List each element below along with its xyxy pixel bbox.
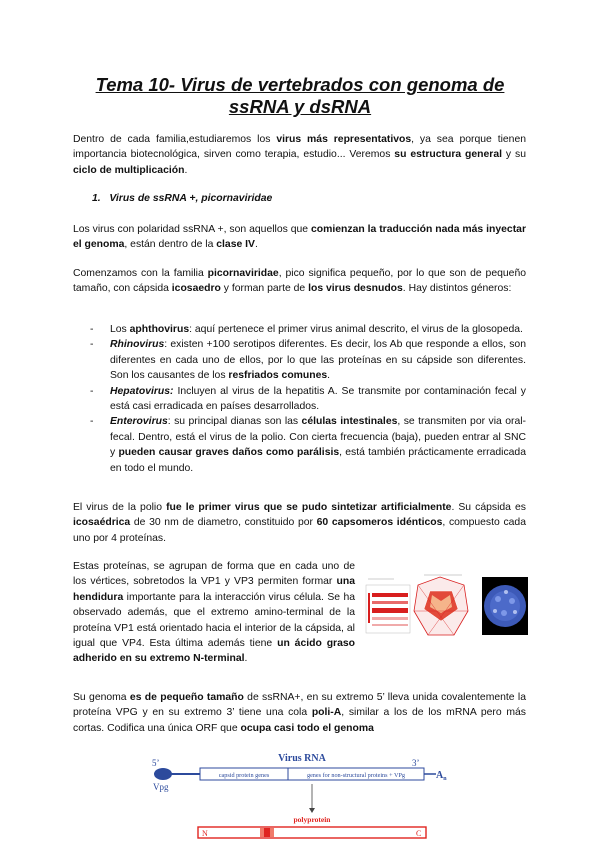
capsid-figure: [364, 571, 528, 643]
bold-run: su estructura general: [394, 149, 503, 161]
bold-run: ciclo de multiplicación: [73, 164, 185, 176]
electron-micrograph: [482, 577, 528, 635]
bold-run: picornaviridae: [207, 268, 279, 279]
text-run: .: [327, 370, 331, 382]
genus-name: aphthovirus: [129, 324, 190, 335]
text-run: importante para la interacción virus célula. Se ha observado además, que el extremo amino-terminal de la proteína VP1 está orientado hacia el interior de la cápsida, al igual que VP4. Esta última además tiene: [73, 591, 355, 650]
text-run: .: [254, 239, 258, 251]
text-run: , está también prácticamente erradicada en todo el mundo.: [110, 447, 526, 474]
bold-run: ocupa casi todo el genoma: [240, 722, 374, 734]
icosahedron-diagram: [414, 575, 468, 635]
text-run: y forman parte de: [220, 283, 309, 295]
diagram-title: Virus RNA: [278, 753, 326, 764]
genus-name: Rhinovirus: [110, 339, 165, 351]
bold-run: comienzan la traducción nada más inyectar el genoma: [73, 224, 526, 251]
bold-run: virus más representativos: [276, 134, 412, 145]
text-run: , se transmiten por via oral-fecal. Dentro, está el virus de la polio. Con cierta frecuencia (baja), pueden entrar al SNC y: [110, 416, 526, 459]
text-run: : aquí pertenece el primer virus animal descrito, el virus de la glosopeda.: [189, 324, 523, 335]
title-line-1: Tema 10- Virus de vertebrados con genoma de: [95, 74, 505, 95]
text-run: y su: [502, 149, 526, 161]
bold-run: 60 capsomeros idénticos: [316, 517, 443, 529]
bold-run: fue le primer virus que se pudo sintetizar artificialmente: [166, 502, 452, 513]
bold-run: es de pequeño tamaño: [129, 692, 244, 703]
genome-paragraph: [73, 690, 526, 736]
bold-run: clase IV: [216, 239, 255, 251]
text-run: Los virus con polaridad ssRNA +, son aquellos que: [73, 224, 311, 235]
list-dash: -: [90, 385, 94, 397]
text-run: .: [184, 164, 188, 176]
list-item: [90, 414, 526, 476]
list-item: [90, 337, 526, 383]
text-run: de ssRNA+, en su extremo 5’ lleva unida covalentemente la proteína VPG y en su extremo 3’ tiene una cola: [73, 692, 526, 719]
proteins-paragraph: [73, 559, 355, 667]
section-number: 1.: [92, 193, 101, 204]
capsid-genes-label: capsid protein genes: [218, 772, 270, 779]
text-run: Estas proteínas, se agrupan de forma que en cada uno de los vértices, sobretodos la VP1 y VP3 permiten formar: [73, 561, 355, 588]
text-run: , ya sea porque tienen importancia biotecnológica, sirven como terapia, estudio... Veremos: [73, 134, 527, 161]
text-run: . Hay distintos géneros:: [402, 283, 512, 295]
five-prime-label: 5’: [152, 758, 160, 768]
bold-run: células intestinales: [301, 416, 398, 428]
n-terminus-label: N: [202, 829, 208, 838]
text-run: , pico significa pequeño, por lo que son de pequeño tamaño, con cápsida: [73, 268, 527, 295]
list-dash: -: [90, 324, 94, 335]
genus-name: Enterovirus: [110, 416, 168, 428]
polyprotein-bar: [198, 827, 426, 838]
bold-run: resfriados comunes: [228, 370, 328, 382]
text-run: : su principal dianas son las: [167, 416, 302, 428]
section-heading-1: [92, 193, 272, 204]
list-item: [90, 322, 526, 337]
bold-run: una hendidura: [73, 576, 355, 603]
bold-run: pueden causar graves daños como parálisis: [118, 447, 340, 459]
family-paragraph: [73, 266, 526, 297]
text-run: .: [244, 653, 248, 665]
bold-run: icosaedro: [171, 283, 221, 295]
text-run: El virus de la polio: [73, 502, 167, 513]
list-item: [90, 384, 526, 415]
polio-paragraph: [73, 500, 526, 546]
text-run: Dentro de cada familia,estudiaremos los: [73, 134, 277, 145]
genera-list: [90, 322, 526, 476]
bold-run: un ácido graso adherido en su extremo N-terminal: [73, 638, 356, 665]
text-run: : existen +100 serotipos diferentes. Es decir, los Ab que responde a ellos, son diferentes en cada uno de ellos, por lo que las proteínas en su cápside son diferentes. Son los causantes de los: [110, 339, 526, 382]
c-terminus-label: C: [416, 829, 422, 838]
bold-run: icosaédrica: [73, 517, 131, 529]
section-label: Virus de ssRNA +, picornaviridae: [109, 193, 273, 204]
polyprotein-label: polyprotein: [293, 815, 331, 824]
text-run: , están dentro de la: [124, 239, 217, 251]
capsid-section-diagram: [366, 579, 410, 633]
nonstructural-genes-label: genes for non-structural proteins + VPg: [306, 772, 406, 779]
polya-label: $A_n$: [436, 770, 447, 782]
text-run: , similar a los de los mRNA pero más cortas. Codifica una única ORF que: [73, 707, 526, 734]
page-title: [70, 74, 530, 118]
list-dash: -: [90, 339, 94, 351]
bold-run: poli-A: [311, 707, 342, 719]
intro-paragraph: [73, 132, 526, 178]
text-run: de 30 nm de diametro, constituido por: [130, 517, 317, 529]
polarity-paragraph: [73, 222, 526, 253]
list-dash: -: [90, 416, 94, 428]
vpg-label: Vpg: [153, 782, 169, 792]
text-run: Incluyen al virus de la hepatitis A. Se transmite por contaminación fecal y está casi erradicada en países desarrollados.: [110, 385, 526, 413]
three-prime-label: 3’: [412, 758, 420, 768]
text-run: . Su cápsida es: [451, 502, 526, 513]
bold-run: los virus desnudos: [308, 283, 403, 295]
vpg-protein: [154, 768, 172, 780]
genus-name: Hepatovirus:: [110, 385, 174, 397]
text-run: Comenzamos con la familia: [73, 268, 208, 279]
genome-diagram: [150, 750, 450, 845]
text-run: , compuesto cada uno por 4 proteínas.: [73, 517, 526, 544]
text-run: Su genoma: [73, 692, 130, 703]
title-line-2: ssRNA y dsRNA: [228, 96, 372, 117]
text-run: Los: [110, 324, 130, 335]
